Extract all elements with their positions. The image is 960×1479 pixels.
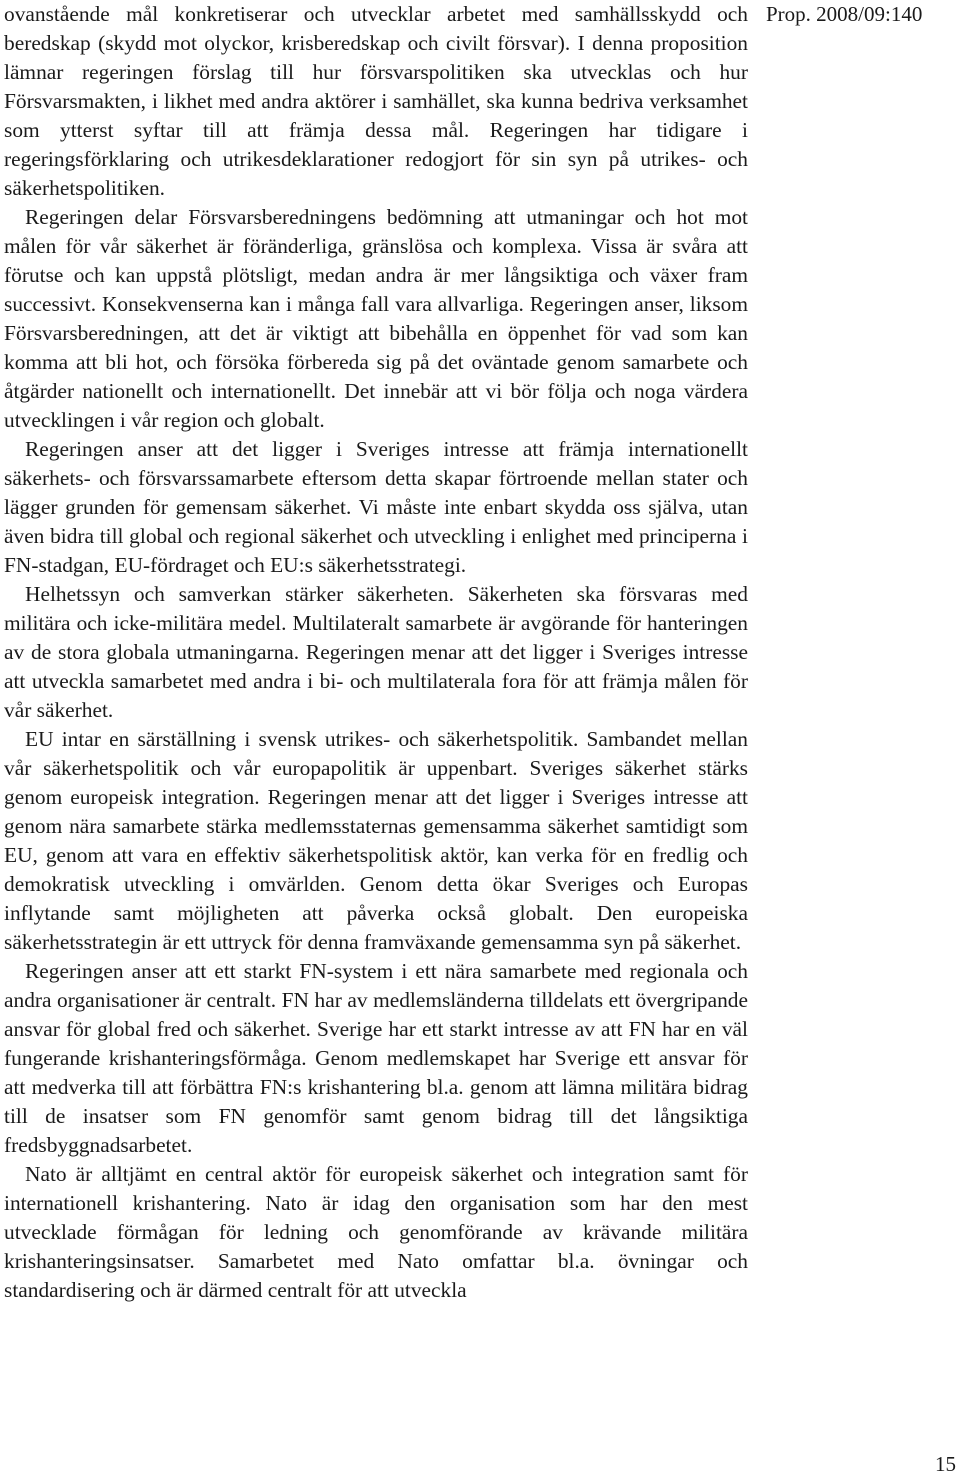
body-text [4, 0, 748, 1305]
paragraph: Regeringen anser att det ligger i Sveriges intresse att främja internationellt säkerhets- och försvarssamarbete eftersom detta skapar förtroende mellan stater och lägger grunden för gemensam säkerhet. Vi måste inte enbart skydda oss själva, utan även bidra till global och regional säkerhet och utveckling i enlighet med principerna i FN-stadgan, EU-fördraget och EU:s säkerhetsstrategi. [4, 437, 748, 577]
paragraph: Regeringen delar Försvarsberedningens bedömning att utmaningar och hot mot målen för vår säkerhet är föränderliga, gränslösa och komplexa. Vissa är svåra att förutse och kan uppstå plötsligt, medan andra är mer långsiktiga och växer fram successivt. Konsekvenserna kan i många fall vara allvarliga. Regeringen anser, liksom Försvarsberedningen, att det är viktigt att bibehålla en öppenhet för vad som kan komma att bli hot, och försöka förbereda sig på det oväntade genom samarbete och åtgärder nationellt och internationellt. Det innebär att vi bör följa och noga värdera utvecklingen i vår region och globalt. [4, 205, 748, 432]
page-number: 15 [935, 1452, 956, 1476]
paragraph: Helhetssyn och samverkan stärker säkerheten. Säkerheten ska försvaras med militära och icke-militära medel. Multilateralt samarbete är avgörande för hanteringen av de stora globala utmaningarna. Regeringen menar att det ligger i Sveriges intresse att utveckla samarbetet med andra i bi- och multilaterala fora för att främja målen för vår säkerhet. [4, 582, 748, 722]
paragraph: Regeringen anser att ett starkt FN-system i ett nära samarbete med regionala och andra organisationer är centralt. FN har av medlemsländerna tilldelats ett övergripande ansvar för global fred och säkerhet. Sverige har ett starkt intresse av att FN har en väl fungerande krishanteringsförmåga. Genom medlemskapet har Sverige ett ansvar för att medverka till att förbättra FN:s krishantering bl.a. genom att lämna militära bidrag till de insatser som FN genomför samt genom bidrag till det långsiktiga fredsbyggnadsarbetet. [4, 959, 748, 1157]
paragraph: ovanstående mål konkretiserar och utvecklar arbetet med samhällsskydd och beredskap (skydd mot olyckor, krisberedskap och civilt försvar). I denna proposition lämnar regeringen förslag till hur försvarspolitiken ska utvecklas och hur Försvarsmakten, i likhet med andra aktörer i samhället, ska kunna bedriva verksamhet som ytterst syftar till att främja dessa mål. Regeringen har tidigare i regeringsförklaring och utrikesdeklarationer redogjort för sin syn på utrikes- och säkerhetspolitiken. [4, 2, 748, 200]
paragraph: EU intar en särställning i svensk utrikes- och säkerhetspolitik. Sambandet mellan vår säkerhetspolitik och vår europapolitik är uppenbart. Sveriges säkerhet stärks genom europeisk integration. Regeringen menar att det ligger i Sveriges intresse att genom nära samarbete stärka medlemsstaternas gemensamma säkerhet samtidigt som EU, genom att vara en effektiv säkerhetspolitisk aktör, kan verka för en fredlig och demokratisk utveckling i omvärlden. Genom detta ökar Sveriges och Europas inflytande samt möjligheten att påverka också globalt. Den europeiska säkerhetsstrategin är ett uttryck för denna framväxande gemensamma syn på säkerhet. [4, 727, 748, 954]
proposition-reference: Prop. 2008/09:140 [766, 2, 923, 26]
paragraph: Nato är alltjämt en central aktör för europeisk säkerhet och integration samt för internationell krishantering. Nato är idag den organisation som har den mest utvecklade förmågan för ledning och genomförande av krävande militära krishanteringsinsatser. Samarbetet med Nato omfattar bl.a. övningar och standardisering och är därmed centralt för att utveckla [4, 1162, 748, 1302]
